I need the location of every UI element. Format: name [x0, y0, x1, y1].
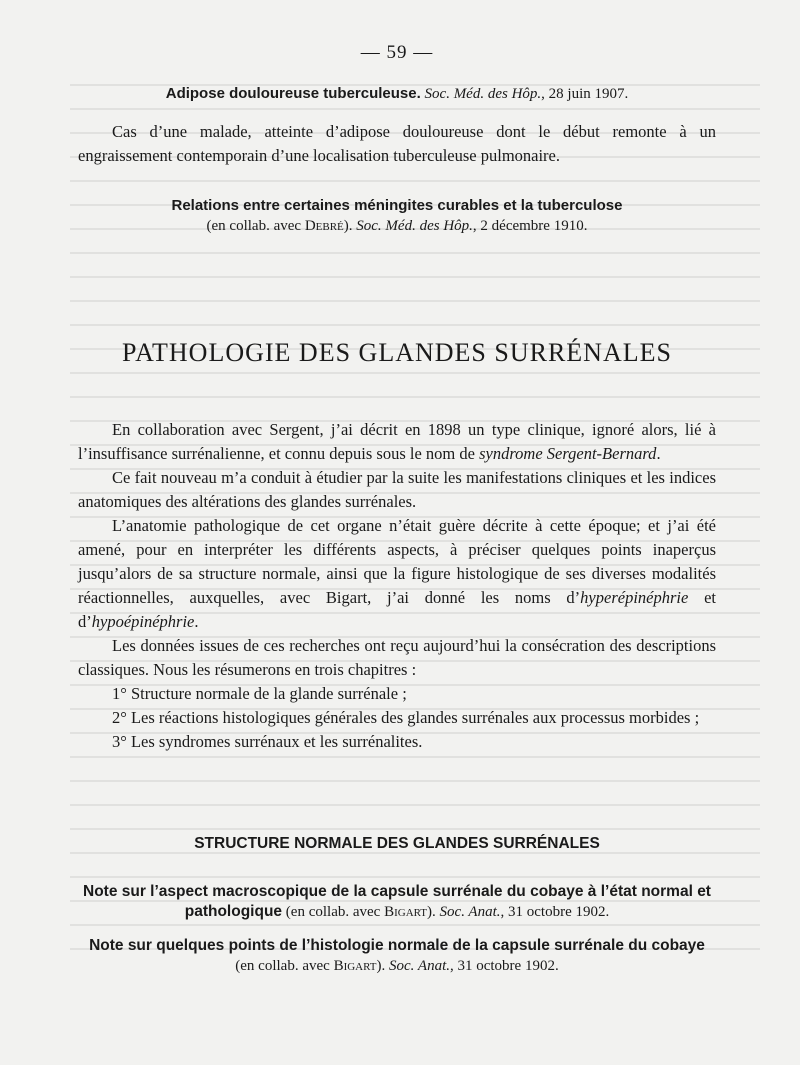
entry-relations-collab-prefix: (en collab. avec	[206, 218, 305, 234]
entry-relations-journal: Soc. Méd. des Hôp.	[356, 218, 473, 234]
paragraph-4: Les données issues de ces recherches ont reçu aujourd’hui la consécration des descriptions classiques. Nous les résumerons en trois chapitres :	[78, 636, 716, 679]
paragraph-3-text: L’anatomie pathologique de cet organe n’était guère décrite à cette époque; et j’ai été amené, pour en interpréter les différents aspects, à préciser quelques points inaperçus jusqu’alors de sa structure normale, ainsi que la figure histologique de ses diverses modalités réactionnelles, auxquelles, avec Bigart, j’ai donné les noms d’	[78, 516, 716, 607]
paragraph-3-italic-1: hyperépinéphrie	[580, 588, 689, 607]
section-title: PATHOLOGIE DES GLANDES SURRÉNALES	[122, 338, 672, 367]
note-2-title: Note sur quelques points de l’histologie normale de la capsule surrénale du cobaye	[89, 937, 705, 954]
entry-relations-collab-name: Debré	[304, 218, 344, 234]
note-1-collab-name: Bigart	[384, 904, 428, 920]
note-2-date: , 31 octobre 1902.	[449, 958, 559, 974]
entry-relations-collab-suffix: ).	[343, 218, 353, 234]
entry-adipose-title: Adipose douloureuse tuberculeuse.	[165, 85, 421, 102]
note-1-journal: Soc. Anat.	[439, 904, 501, 920]
note-2-collab-suffix: ).	[376, 958, 390, 974]
page-number: — 59 —	[360, 42, 434, 63]
note-2-collab-prefix: (en collab. avec	[235, 958, 334, 974]
note-2	[78, 936, 716, 976]
paragraph-2: Ce fait nouveau m’a conduit à étudier par la suite les manifestations cliniques et les indices anatomiques des altérations des glandes surrénales.	[78, 468, 716, 511]
note-2-collab-name: Bigart	[333, 958, 377, 974]
paragraph-3	[78, 514, 716, 634]
note-1-collab-suffix: ).	[427, 904, 440, 920]
paragraph-1-italic: syndrome Sergent-Bernard	[479, 444, 657, 463]
section-body	[78, 418, 716, 754]
entry-adipose-journal: Soc. Méd. des Hôp.	[424, 86, 542, 102]
paragraph-1	[78, 418, 716, 466]
note-2-journal: Soc. Anat.	[389, 958, 450, 974]
chapter-item-3: 3° Les syndromes surrénaux et les surrénalites.	[112, 732, 423, 751]
paragraph-1-end: .	[656, 444, 661, 463]
paragraph-3-italic-2: hypoépinéphrie	[91, 612, 195, 631]
entry-relations-heading	[78, 196, 716, 236]
paragraph-3-end: .	[194, 612, 199, 631]
chapter-item-2: 2° Les réactions histologiques générales des glandes surrénales aux processus morbides ;	[112, 708, 700, 727]
paragraph-3-mid: et d’	[78, 588, 716, 631]
note-1-title: Note sur l’aspect macroscopique de la capsule surrénale du cobaye à l’état normal et pathologique	[83, 883, 711, 920]
entry-adipose-heading	[78, 84, 716, 104]
entry-relations-citation	[78, 216, 716, 236]
paragraph-1-text: En collaboration avec Sergent, j’ai décrit en 1898 un type clinique, ignoré alors, lié à l’insuffisance surrénalienne, et connu depuis sous le nom de	[78, 420, 716, 463]
subsection-title: STRUCTURE NORMALE DES GLANDES SURRÉNALES	[194, 835, 600, 852]
entry-relations-title: Relations entre certaines méningites curables et la tuberculose	[171, 197, 623, 214]
entry-adipose-text: Cas d’une malade, atteinte d’adipose douloureuse dont le début remonte à un engraissement contemporain d’une localisation tuberculeuse pulmonaire.	[78, 122, 716, 165]
entry-adipose-date: , 28 juin 1907.	[541, 86, 629, 102]
chapter-item-1: 1° Structure normale de la glande surrénale ;	[112, 684, 407, 703]
note-1	[78, 882, 716, 922]
note-1-collab-prefix: (en collab. avec	[282, 904, 385, 920]
note-1-date: , 31 octobre 1902.	[500, 904, 610, 920]
entry-relations-date: , 2 décembre 1910.	[472, 218, 588, 234]
